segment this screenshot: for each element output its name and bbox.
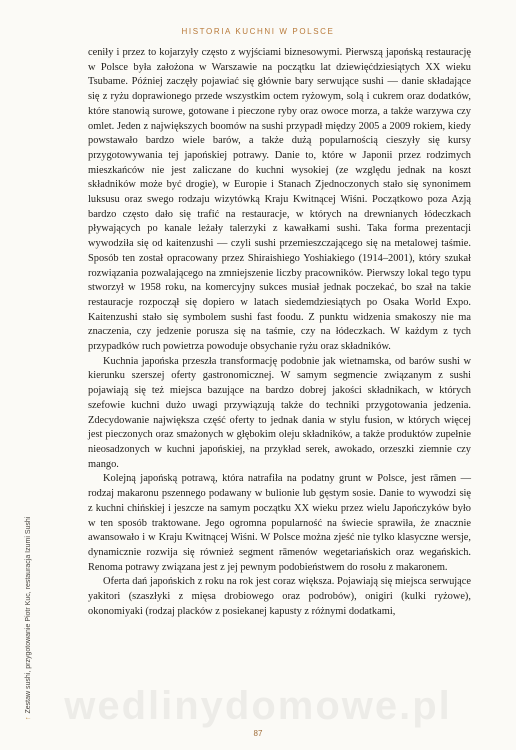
body-text <box>88 46 471 619</box>
paragraph: Oferta dań japońskich z roku na rok jest coraz większa. Pojawiają się miejsca serwujące yakitori (szaszłyki z mięsa drobiowego oraz podrobów), onigiri (kulki ryżowe), okonomiyaki (rodzaj placków z posiekanej kapusty z różnymi dodatkami, <box>88 576 471 617</box>
page-number: 87 <box>253 729 263 738</box>
arrow-up-icon: ↑ <box>25 716 32 720</box>
caption-text: Zestaw sushi, przygotowanie Piotr Kuc, restauracja Izumi Sushi <box>25 516 32 714</box>
paragraph: ceniły i przez to kojarzyły często z wyjściami biznesowymi. Pierwszą japońską restaurację w Polsce była założona w Warszawie na początku lat dziewięćdziesiątych XX wieku Tsubame. Później zaczęły pojawiać się głównie bary serwujące sushi — danie składające się z ryżu doprawionego przede wszystkim octem ryżowym, solą i cukrem oraz dodatków, które stanowią surowe, gotowane i pieczone ryby oraz owoce morza, a także warzywa czy omlet. Jeden z największych boomów na sushi przypadł między 2005 a 2009 rokiem, kiedy powstawało bardzo wiele barów, a także dużą popularnością cieszyły się kursy przygotowywania tej japońskiej potrawy. Danie to, które w Japonii przez rodzimych mieszkańców nie jest zaliczane do kuchni wysokiej (ze względu jednak na koszt składników może być drogie), w Europie i Stanach Zjednoczonych stało się synonimem luksusu oraz swego rodzaju wizytówką Kraju Kwitnącej Wiśni. Początkowo poza Azją bardzo często dało się trafić na restauracje, w których na drewnianych łódeczkach pływających po kanale leżały talerzyki z kawałkami sushi. Taka forma prezentacji wywodziła się od kaitenzushi — czyli sushi przemieszczającego się na metalowej taśmie. Sposób ten został opracowany przez Shiraishiego Yoshiakiego (1914–2001), który szukał rozwiązania pozwalającego na zmniejszenie liczby pracowników. Pierwszy lokal tego typu stworzył w 1958 roku, na komercyjny sukces musiał jednak poczekać, bo szał na takie restauracje rozpoczął się dopiero w latach siedemdziesiątych po Osaka World Expo. Kaitenzushi stało się symbolem sushi fast foodu. Z punktu widzenia smakoszy nie ma znaczenia, czy jedzenie porusza się na taśmie, czy na łódeczkach. W każdym z tych przypadków ruch powietrza powoduje obsychanie ryżu oraz składników. <box>88 47 471 353</box>
running-head: HISTORIA KUCHNI W POLSCE <box>181 27 335 36</box>
photo-caption <box>25 400 32 720</box>
paragraph: Kolejną japońską potrawą, która natrafiła na podatny grunt w Polsce, jest rāmen — rodzaj makaronu pszennego podawany w bulionie lub gęstym sosie. Danie to wywodzi się z kuchni chińskiej i jeszcze na samym początku XX wieku przez wielu Japończyków było w ten sposób traktowane. Jego ogromna popularność na świecie sprawiła, że znacznie awansowało i w Kraju Kwitnącej Wiśni. W Polsce można zjeść nie tylko klasyczne wersje, dynamicznie rozwija się również segment rāmenów wegetariańskich oraz wegańskich. Renoma potrawy związana jest z jej pewnym podobieństwem do rosołu z makaronem. <box>88 473 471 573</box>
watermark: wedlinydomowe.pl <box>64 684 452 728</box>
paragraph: Kuchnia japońska przeszła transformację podobnie jak wietnamska, od barów sushi w kierunku szerszej oferty gastronomicznej. W samym segmencie związanym z sushi pojawiają się też miejsca bazujące na bardzo dobrej jakości składnikach, w których szefowie kuchni dużo uwagi przywiązują także do techniki przygotowania jedzenia. Zdecydowanie największa część oferty to jednak dania w stylu fusion, w których więcej jest pieczonych oraz smażonych w głębokim oleju składników, a także produktów zupełnie nieosadzonych w kuchni japońskiej, na przykład serek, awokado, orzeszki ziemnie czy mango. <box>88 355 471 470</box>
